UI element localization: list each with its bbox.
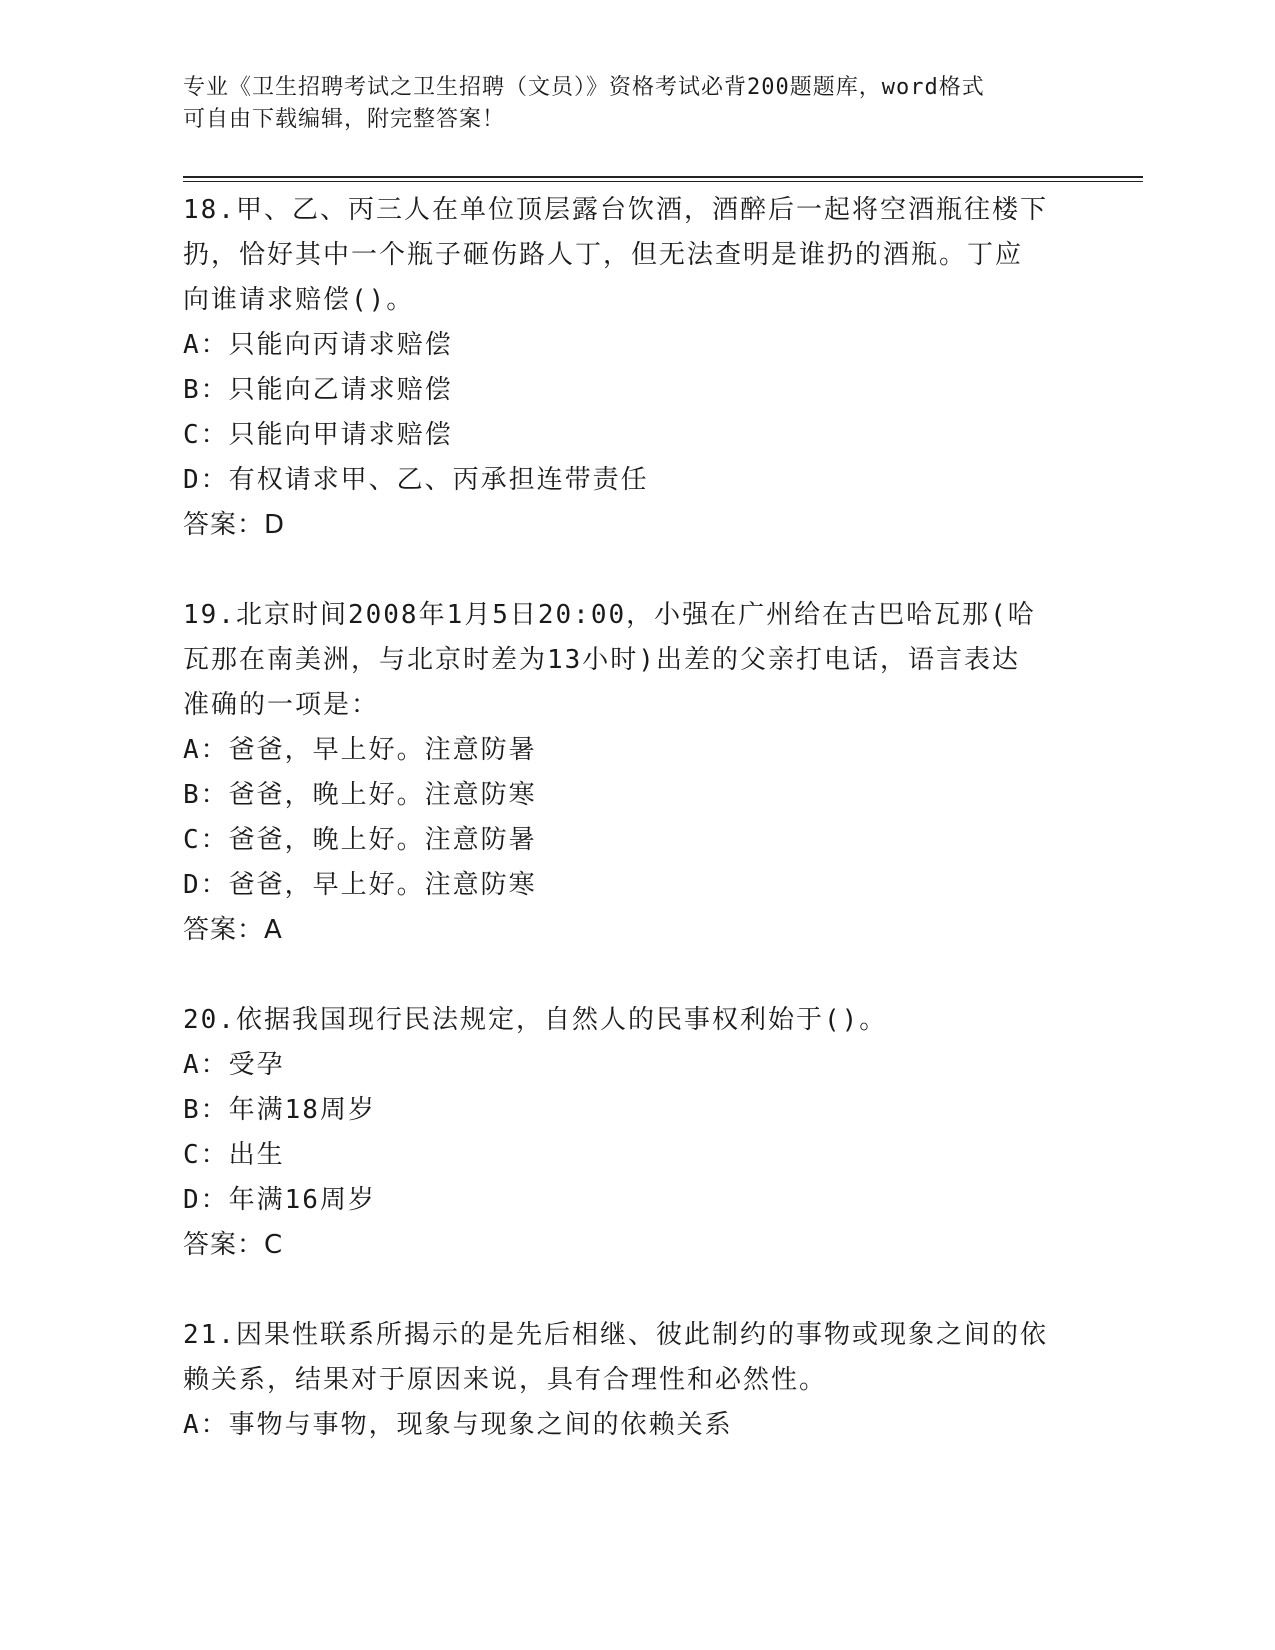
question-stem-line: 扔，恰好其中一个瓶子砸伤路人丁，但无法查明是谁扔的酒瓶。丁应 bbox=[183, 240, 1024, 270]
answer-label: 答案：A bbox=[183, 915, 283, 945]
header-title-line-2: 可自由下载编辑，附完整答案！ bbox=[183, 107, 506, 132]
option-b: B：爸爸，晚上好。注意防寒 bbox=[183, 780, 537, 810]
option-d: D：有权请求甲、乙、丙承担连带责任 bbox=[183, 465, 649, 495]
question-stem-line: 20.依据我国现行民法规定，自然人的民事权利始于()。 bbox=[183, 1005, 888, 1035]
option-b: B：年满18周岁 bbox=[183, 1095, 376, 1125]
answer-label: 答案：D bbox=[183, 510, 286, 540]
question-stem-line: 21.因果性联系所揭示的是先后相继、彼此制约的事物或现象之间的依 bbox=[183, 1320, 1048, 1350]
option-a: A：只能向丙请求赔偿 bbox=[183, 330, 453, 360]
question-stem-line: 赖关系，结果对于原因来说，具有合理性和必然性。 bbox=[183, 1365, 828, 1395]
question-stem-line: 瓦那在南美洲，与北京时差为13小时)出差的父亲打电话，语言表达 bbox=[183, 645, 1020, 675]
option-a: A：爸爸，早上好。注意防暑 bbox=[183, 735, 537, 765]
question-stem-line: 19.北京时间2008年1月5日20:00，小强在广州给在古巴哈瓦那(哈 bbox=[183, 600, 1036, 630]
question-19 bbox=[183, 593, 1063, 953]
option-c: C：只能向甲请求赔偿 bbox=[183, 420, 453, 450]
option-b: B：只能向乙请求赔偿 bbox=[183, 375, 453, 405]
option-d: D：爸爸，早上好。注意防寒 bbox=[183, 870, 537, 900]
question-20 bbox=[183, 998, 1063, 1268]
header-title-line-1: 专业《卫生招聘考试之卫生招聘（文员）》资格考试必背200题题库，word格式 bbox=[183, 75, 985, 100]
option-c: C：出生 bbox=[183, 1140, 285, 1170]
document-header bbox=[183, 72, 1083, 136]
question-stem-line: 18.甲、乙、丙三人在单位顶层露台饮酒，酒醉后一起将空酒瓶往楼下 bbox=[183, 195, 1048, 225]
answer-label: 答案：C bbox=[183, 1230, 284, 1260]
option-c: C：爸爸，晚上好。注意防暑 bbox=[183, 825, 537, 855]
question-21 bbox=[183, 1313, 1063, 1448]
question-stem-line: 准确的一项是： bbox=[183, 690, 380, 720]
question-spacer bbox=[183, 548, 1063, 593]
question-18 bbox=[183, 188, 1063, 548]
header-divider-thick bbox=[183, 176, 1143, 178]
question-stem-line: 向谁请求赔偿()。 bbox=[183, 285, 415, 315]
question-list bbox=[183, 188, 1063, 1448]
question-spacer bbox=[183, 1268, 1063, 1313]
question-spacer bbox=[183, 953, 1063, 998]
option-d: D：年满16周岁 bbox=[183, 1185, 376, 1215]
option-a: A：受孕 bbox=[183, 1050, 285, 1080]
option-a: A：事物与事物，现象与现象之间的依赖关系 bbox=[183, 1410, 733, 1440]
header-divider-thin bbox=[183, 181, 1143, 182]
